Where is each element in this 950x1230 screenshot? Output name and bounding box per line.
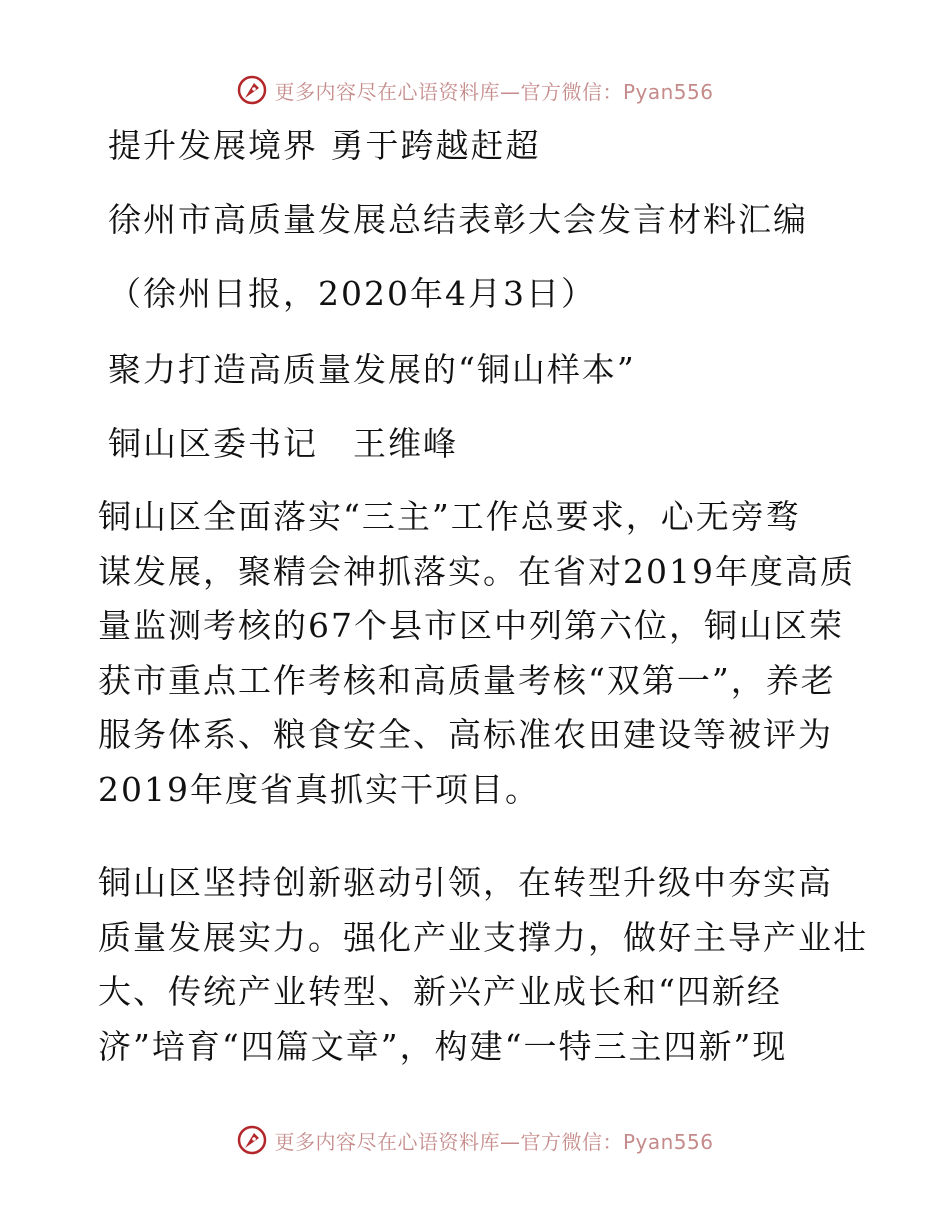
article-title: 聚力打造高质量发展的“铜山样本” (108, 350, 636, 389)
watermark-text: 更多内容尽在心语资料库—官方微信：Pyan556 (274, 79, 714, 104)
paragraph-1-line: 服务体系、粮食安全、高标准农田建设等被评为 (98, 715, 833, 754)
paragraph-1-line: 量监测考核的67个县市区中列第六位，铜山区荣 (98, 606, 844, 645)
pen-nib-logo-icon (236, 74, 268, 106)
pen-nib-logo-icon (236, 1124, 268, 1156)
paragraph-2-line: 大、传统产业转型、新兴产业成长和“四新经 (98, 972, 782, 1011)
paragraph-1-line: 谋发展，聚精会神抓落实。在省对2019年度高质 (98, 551, 855, 591)
paragraph-1 (98, 490, 858, 817)
paragraph-1-line: 铜山区全面落实“三主”工作总要求，心无旁骛 (98, 497, 801, 536)
author-line: 铜山区委书记 王维峰 (108, 424, 458, 463)
paragraph-1-line: 获市重点工作考核和高质量考核“双第一”，养老 (98, 660, 836, 700)
compilation-title: 徐州市高质量发展总结表彰大会发言材料汇编 (108, 200, 808, 239)
paragraph-1-line: 2019年度省真抓实干项目。 (98, 769, 540, 809)
paragraph-2-line: 铜山区坚持创新驱动引领，在转型升级中夯实高 (98, 863, 833, 902)
watermark-banner-bottom (0, 1120, 950, 1160)
watermark-banner-top (0, 70, 950, 110)
paragraph-2-line: 质量发展实力。强化产业支撑力，做好主导产业壮 (98, 917, 868, 957)
main-title: 提升发展境界 勇于跨越赶超 (108, 126, 541, 165)
paragraph-2 (98, 856, 868, 1074)
paragraph-2-line: 济”培育“四篇文章”，构建“一特三主四新”现 (98, 1026, 788, 1066)
source-note: （徐州日报，2020年4月3日） (108, 274, 596, 313)
watermark-text: 更多内容尽在心语资料库—官方微信：Pyan556 (274, 1129, 714, 1154)
